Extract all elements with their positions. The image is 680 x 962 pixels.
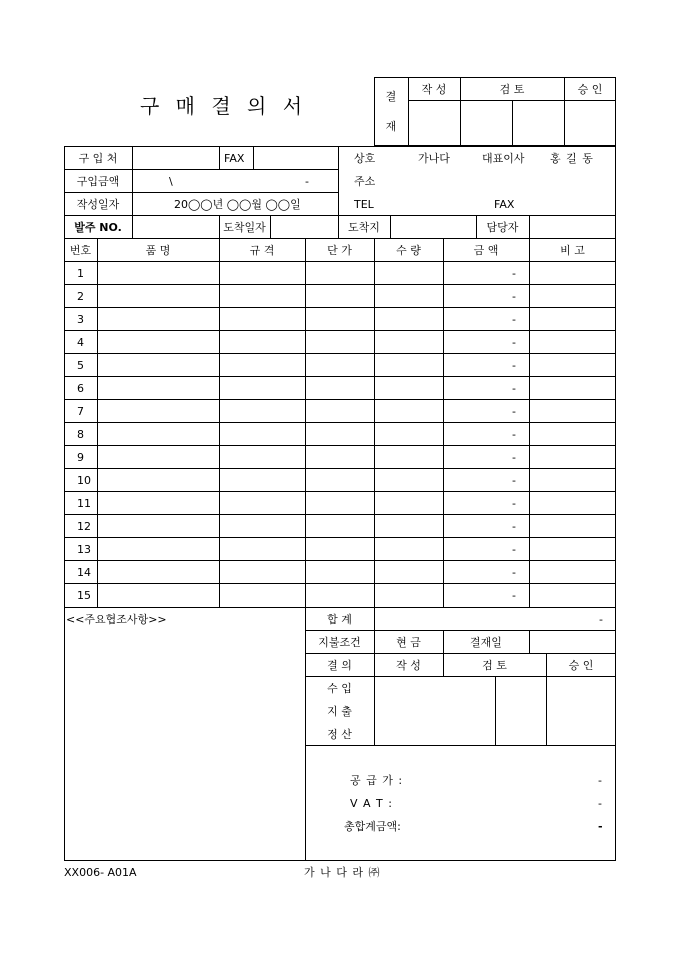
row-amount: - [512, 313, 516, 326]
company-value: 가나다 [418, 152, 450, 165]
buyer-field[interactable] [133, 147, 219, 169]
fax-field[interactable] [254, 147, 338, 169]
col-header-price: 단 가 [327, 244, 352, 257]
resolution-income: 수 입 [327, 682, 352, 695]
row-amount: - [512, 428, 516, 441]
row-number: 7 [77, 405, 84, 418]
col-header-qty: 수 량 [396, 244, 421, 257]
order-no-field[interactable] [133, 216, 219, 238]
footer-company: 가 나 다 라 ㈜ [304, 866, 381, 879]
row-number: 5 [77, 359, 84, 372]
row-amount: - [512, 290, 516, 303]
row-item-field[interactable] [98, 515, 219, 537]
row-amount: - [512, 543, 516, 556]
grand-total-value: - [598, 820, 603, 833]
address-label: 주소 [354, 175, 376, 188]
page-title: 구 매 결 의 서 [140, 94, 308, 118]
row-item-field[interactable] [98, 354, 219, 376]
date-value: 20◯◯년 ◯◯월 ◯◯일 [174, 198, 301, 211]
row-item-field[interactable] [98, 584, 219, 606]
approval-header-review: 검 토 [499, 83, 525, 96]
bottom-approval-write: 작 성 [396, 659, 421, 672]
col-header-no: 번호 [69, 244, 92, 257]
row-item-field[interactable] [98, 561, 219, 583]
row-number: 1 [77, 267, 84, 280]
payment-label: 지불조건 [318, 636, 361, 649]
ceo-label: 대표이사 [482, 152, 525, 165]
row-item-field[interactable] [98, 285, 219, 307]
approval-sign-approve[interactable] [565, 101, 615, 145]
row-item-field[interactable] [98, 538, 219, 560]
company-label: 상호 [354, 152, 376, 165]
row-number: 10 [77, 474, 91, 487]
row-item-field[interactable] [98, 423, 219, 445]
fax-label: FAX [224, 152, 245, 165]
payment-date-field[interactable] [530, 631, 615, 653]
approval-header-approve: 승 인 [577, 83, 603, 96]
row-number: 15 [77, 589, 91, 602]
row-number: 13 [77, 543, 91, 556]
row-amount: - [512, 566, 516, 579]
row-number: 9 [77, 451, 84, 464]
row-amount: - [512, 520, 516, 533]
resolution-settle: 정 산 [327, 728, 352, 741]
row-amount: - [512, 474, 516, 487]
row-number: 12 [77, 520, 91, 533]
grand-total-label: 총합계금액: [344, 820, 401, 833]
col-header-remarks: 비 고 [560, 244, 585, 257]
vat-label: V A T : [350, 797, 393, 810]
vat-value: - [598, 797, 602, 810]
amount-value: - [305, 175, 309, 188]
col-header-spec: 규 격 [249, 244, 275, 257]
resolution-expense: 지 출 [327, 705, 352, 718]
row-number: 14 [77, 566, 91, 579]
notes-area[interactable] [65, 628, 304, 860]
approval-header-write: 작 성 [421, 83, 447, 96]
buyer-label: 구 입 처 [78, 152, 118, 165]
col-header-amount: 금 액 [473, 244, 499, 257]
arrival-date-label: 도착일자 [223, 221, 266, 234]
ceo-value: 홍 길 동 [550, 152, 594, 165]
row-number: 6 [77, 382, 84, 395]
row-amount: - [512, 336, 516, 349]
bottom-approval-approve: 승 인 [568, 659, 594, 672]
arrival-place-label: 도착지 [348, 221, 380, 234]
row-amount: - [512, 451, 516, 464]
row-number: 4 [77, 336, 84, 349]
col-header-item: 품 명 [145, 244, 171, 257]
bottom-sign-write[interactable] [375, 677, 495, 744]
row-item-field[interactable] [98, 308, 219, 330]
approval-sign-write[interactable] [409, 101, 460, 145]
order-no-label: 발주 NO. [74, 221, 122, 234]
row-amount: - [512, 497, 516, 510]
row-number: 2 [77, 290, 84, 303]
tel-label: TEL [354, 198, 374, 211]
row-number: 11 [77, 497, 91, 510]
supply-value: - [598, 774, 602, 787]
row-item-field[interactable] [98, 331, 219, 353]
row-item-field[interactable] [98, 400, 219, 422]
approval-sign-review-2[interactable] [513, 101, 564, 145]
fax2-label: FAX [494, 198, 515, 211]
payment-date-label: 결재일 [470, 636, 502, 649]
payment-value: 현 금 [396, 636, 421, 649]
amount-currency: \ [169, 175, 173, 188]
approval-sign-review-1[interactable] [461, 101, 512, 145]
row-item-field[interactable] [98, 492, 219, 514]
bottom-sign-review[interactable] [496, 677, 546, 744]
date-label: 작성일자 [76, 198, 120, 211]
total-value: - [599, 613, 603, 626]
amount-label: 구입금액 [76, 175, 120, 188]
manager-label: 담당자 [486, 221, 519, 234]
row-amount: - [512, 267, 516, 280]
row-amount: - [512, 589, 516, 602]
approval-side-label-1: 결 [385, 90, 397, 103]
row-number: 3 [77, 313, 84, 326]
row-item-field[interactable] [98, 377, 219, 399]
row-amount: - [512, 359, 516, 372]
approval-side-label-2: 재 [385, 120, 397, 133]
resolution-header: 결 의 [327, 659, 352, 672]
form-code: XX006- A01A [64, 866, 137, 879]
row-item-field[interactable] [98, 262, 219, 284]
bottom-approval-review: 검 토 [482, 659, 507, 672]
total-label: 합 계 [327, 613, 352, 626]
notes-label: <<주요협조사항>> [66, 613, 167, 626]
row-number: 8 [77, 428, 84, 441]
row-item-field[interactable] [98, 469, 219, 491]
row-amount: - [512, 382, 516, 395]
supply-label: 공 급 가 : [350, 774, 404, 787]
bottom-sign-approve[interactable] [547, 677, 615, 744]
row-item-field[interactable] [98, 446, 219, 468]
row-amount: - [512, 405, 516, 418]
